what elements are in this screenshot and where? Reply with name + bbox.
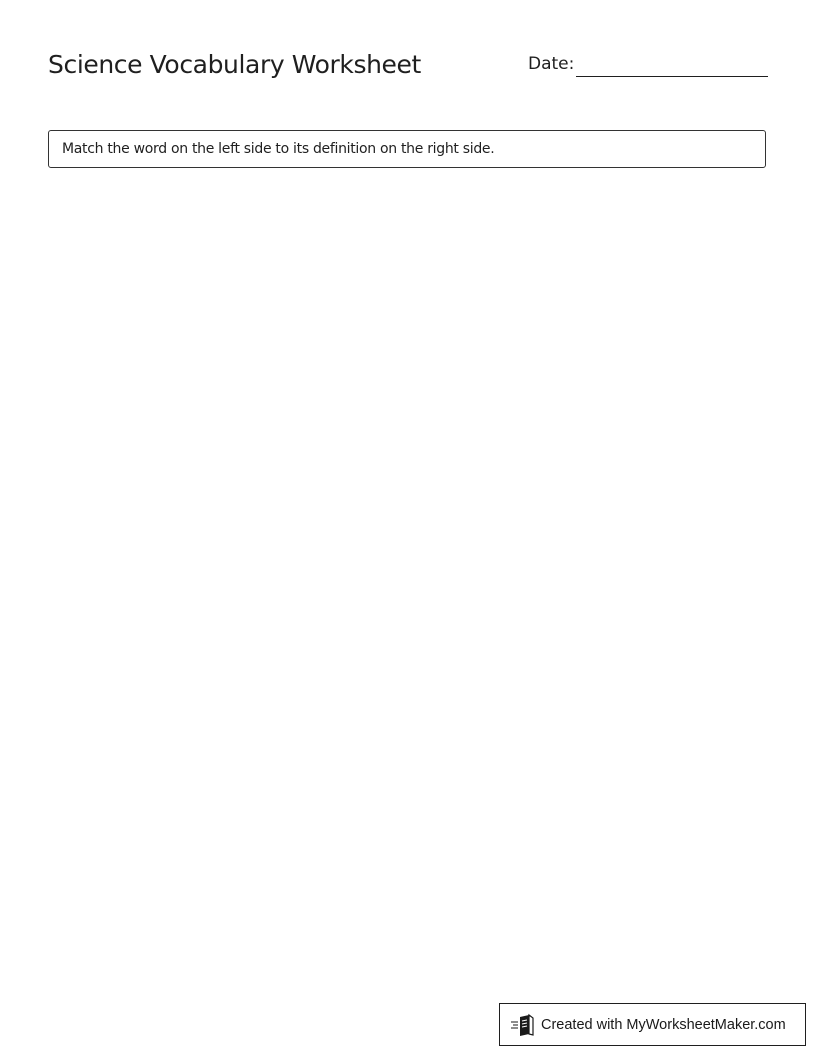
- instructions-box: [48, 130, 766, 168]
- worksheet-title: Science Vocabulary Worksheet: [48, 50, 421, 79]
- date-field-group: [528, 54, 768, 80]
- book-speed-logo-icon: [510, 1013, 536, 1037]
- footer-credit-badge[interactable]: [499, 1003, 806, 1046]
- instructions-text: Match the word on the left side to its definition on the right side.: [62, 141, 495, 157]
- date-write-line[interactable]: [576, 76, 768, 77]
- date-label: Date:: [528, 54, 575, 74]
- footer-credit-text: Created with MyWorksheetMaker.com: [541, 1016, 786, 1033]
